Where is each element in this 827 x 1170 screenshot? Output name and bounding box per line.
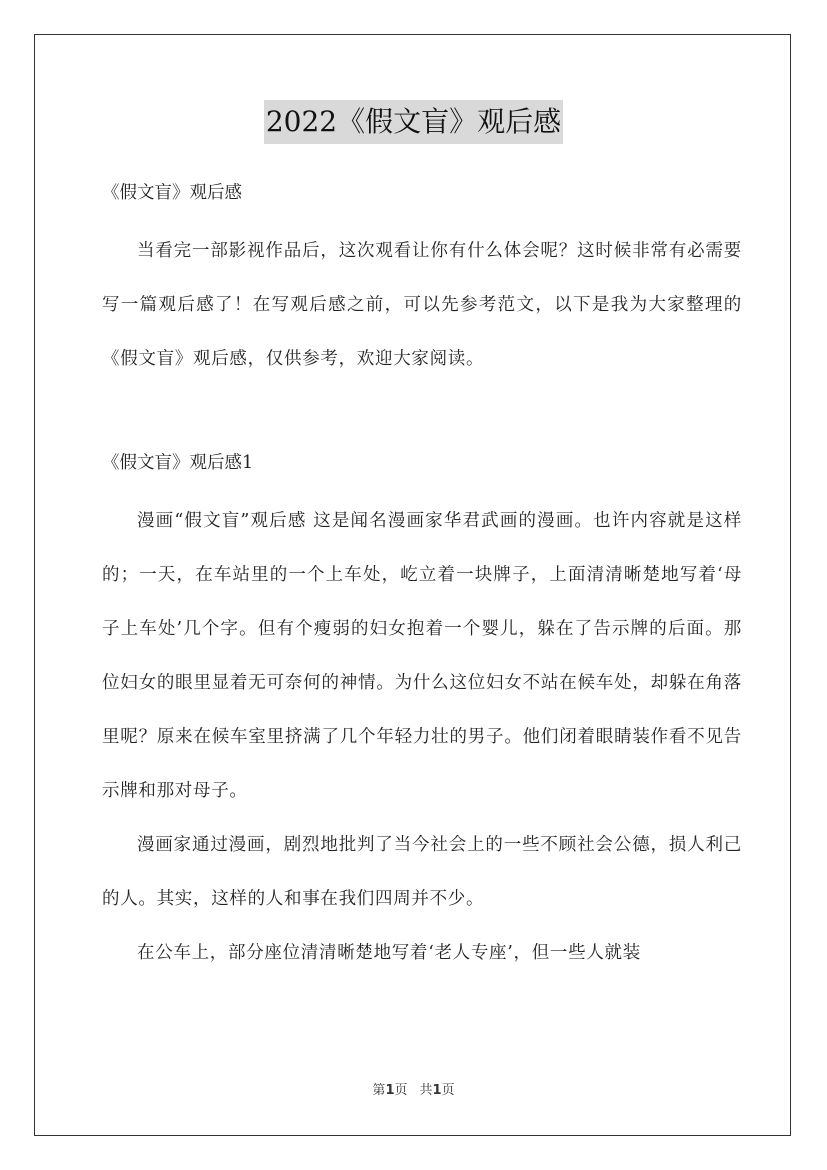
footer-total-prefix: 共 — [419, 1083, 433, 1098]
title-container — [0, 100, 827, 144]
footer-page-suffix: 页 — [394, 1083, 408, 1098]
document-body — [102, 174, 742, 980]
spacer — [102, 386, 742, 444]
section1-paragraph-3: 在公车上，部分座位清清晰楚地写着‘老人专座’，但一些人就装 — [137, 943, 641, 963]
spacer — [102, 212, 742, 224]
footer-page-prefix: 第 — [372, 1083, 386, 1098]
section1-paragraph-1: 漫画“假文盲”观后感 这是闻名漫画家华君武画的漫画。也许内容就是这样的；一天，在车站里的一个上车处，屹立着一块牌子，上面清清晰楚地写着‘母子上车处’几个字。但有个瘦弱的妇女抱着一个婴儿，躲在了告示牌的后面。那位妇女的眼里显着无可奈何的神情。为什么这位妇女不站在候车处，却躲在角落里呢？原来在候车室里挤满了几个年轻力壮的男子。他们闭着眼睛装作看不见告示牌和那对母子。 — [102, 511, 742, 801]
footer-page-current: 1 — [385, 1083, 395, 1098]
section1-paragraph-2: 漫画家通过漫画，剧烈地批判了当今社会上的一些不顾社会公德，损人利己的人。其实，这样的人和事在我们四周并不少。 — [102, 835, 742, 909]
footer-total-suffix: 页 — [441, 1083, 455, 1098]
footer-page-total: 1 — [432, 1083, 442, 1098]
section1-heading: 《假文盲》观后感1 — [102, 453, 254, 473]
document-title: 2022《假文盲》观后感 — [264, 100, 563, 144]
page-footer — [0, 1082, 827, 1100]
intro-heading: 《假文盲》观后感 — [102, 183, 242, 203]
spacer — [102, 482, 742, 494]
intro-paragraph: 当看完一部影视作品后，这次观看让你有什么体会呢？这时候非常有必需要写一篇观后感了！在写观后感之前，可以先参考范文，以下是我为大家整理的《假文盲》观后感，仅供参考，欢迎大家阅读。 — [102, 241, 742, 369]
